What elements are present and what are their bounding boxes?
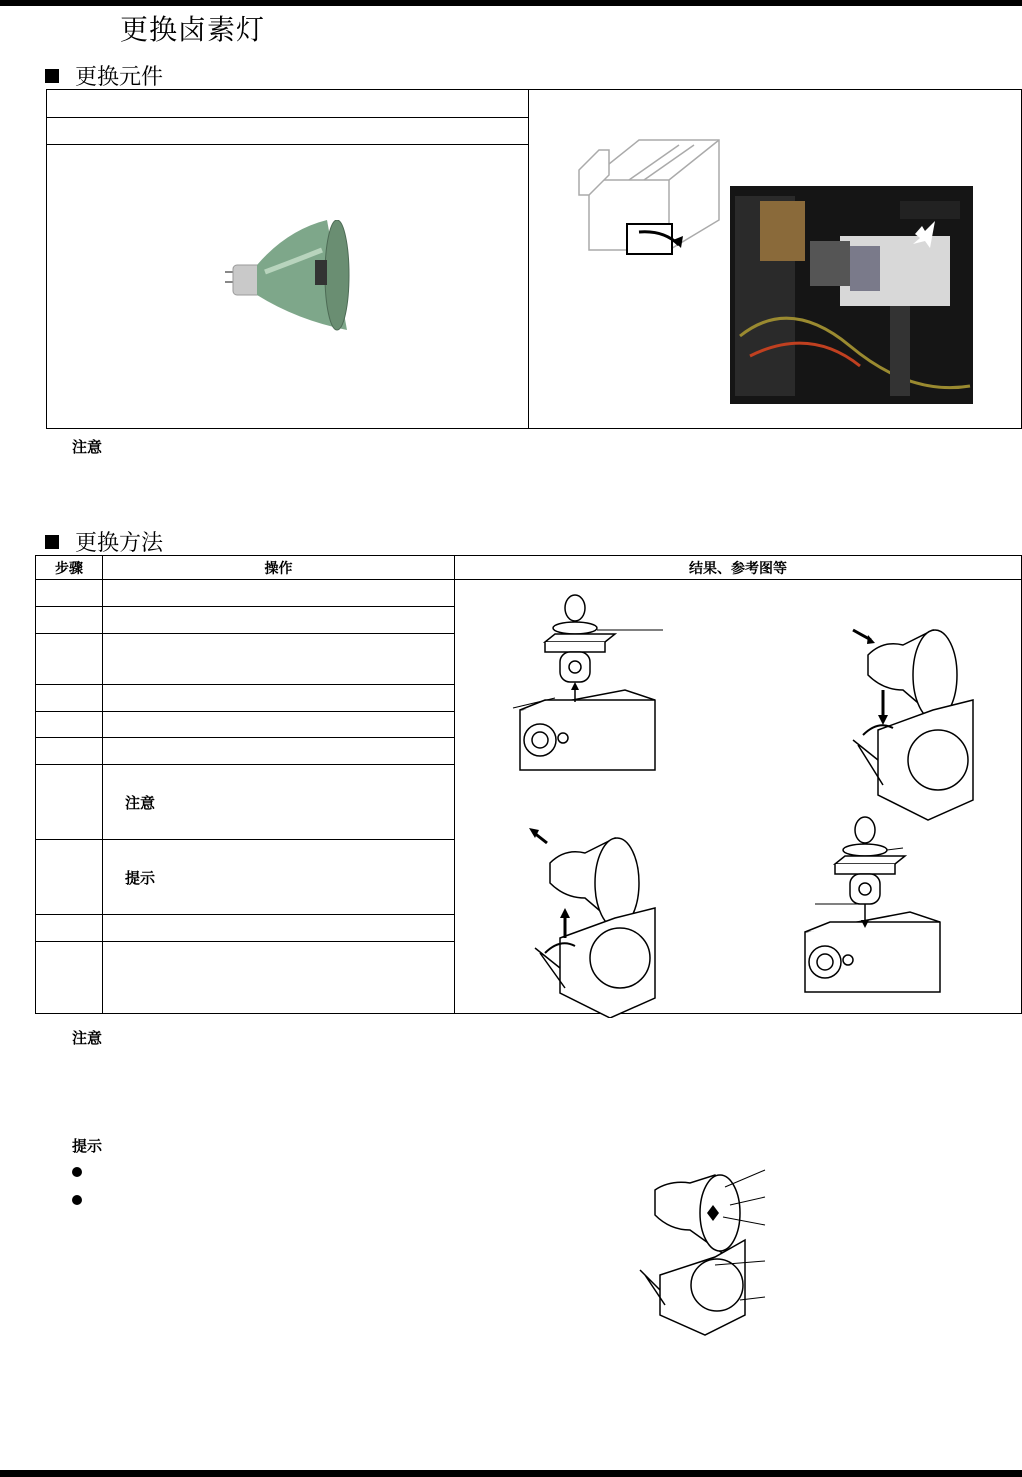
parts-row-1	[47, 90, 529, 118]
lamp-orientation-diagram	[635, 1165, 795, 1345]
step-cell	[36, 634, 103, 685]
op-cell	[103, 580, 455, 607]
op-cell	[103, 942, 455, 1014]
parts-section-heading	[45, 60, 163, 91]
lamp-photo-cell	[47, 145, 529, 429]
step-cell	[36, 765, 103, 840]
step-cell	[36, 942, 103, 1014]
method-table	[35, 555, 1022, 1014]
op-note-label: 注意	[125, 793, 156, 812]
step-cell	[36, 712, 103, 738]
header-step: 步骤	[36, 556, 103, 580]
parts-note-label: 注意	[72, 438, 103, 456]
lamp-install-illustration-4	[795, 812, 995, 1002]
tip-bullet-icon	[72, 1167, 82, 1177]
op-cell	[103, 765, 455, 840]
parts-heading-text: 更换元件	[75, 65, 164, 90]
tip-label: 提示	[72, 1137, 103, 1155]
step-cell	[36, 580, 103, 607]
parts-row-2	[47, 118, 529, 145]
op-cell	[103, 915, 455, 942]
machine-location-photo	[730, 186, 973, 404]
machine-sketch	[569, 120, 729, 260]
op-cell	[103, 712, 455, 738]
op-tip-label: 提示	[125, 868, 156, 887]
op-cell	[103, 738, 455, 765]
header-operation: 操作	[103, 556, 455, 580]
method-note-label: 注意	[72, 1029, 103, 1047]
parts-table	[46, 89, 1022, 429]
step-cell	[36, 607, 103, 634]
bottom-border-bar	[0, 1470, 1022, 1477]
lamp-removal-illustration-2	[833, 610, 993, 830]
op-cell	[103, 634, 455, 685]
location-cell	[528, 90, 1022, 429]
lamp-install-illustration-3	[525, 818, 685, 1018]
step-cell	[36, 685, 103, 712]
op-cell	[103, 840, 455, 915]
tip-bullet-icon	[72, 1195, 82, 1205]
step-cell	[36, 738, 103, 765]
method-section-heading	[45, 526, 163, 557]
lamp-removal-illustration-1	[505, 590, 705, 780]
op-cell	[103, 685, 455, 712]
top-border-bar	[0, 0, 1022, 6]
method-heading-text: 更换方法	[75, 531, 164, 556]
halogen-lamp-photo	[217, 220, 357, 350]
op-cell	[103, 607, 455, 634]
step-cell	[36, 840, 103, 915]
square-bullet-icon	[45, 535, 59, 549]
square-bullet-icon	[45, 69, 59, 83]
header-result: 结果、参考图等	[455, 556, 1022, 580]
step-cell	[36, 915, 103, 942]
page-title: 更换卤素灯	[120, 13, 266, 46]
illustration-cell	[455, 580, 1022, 1014]
